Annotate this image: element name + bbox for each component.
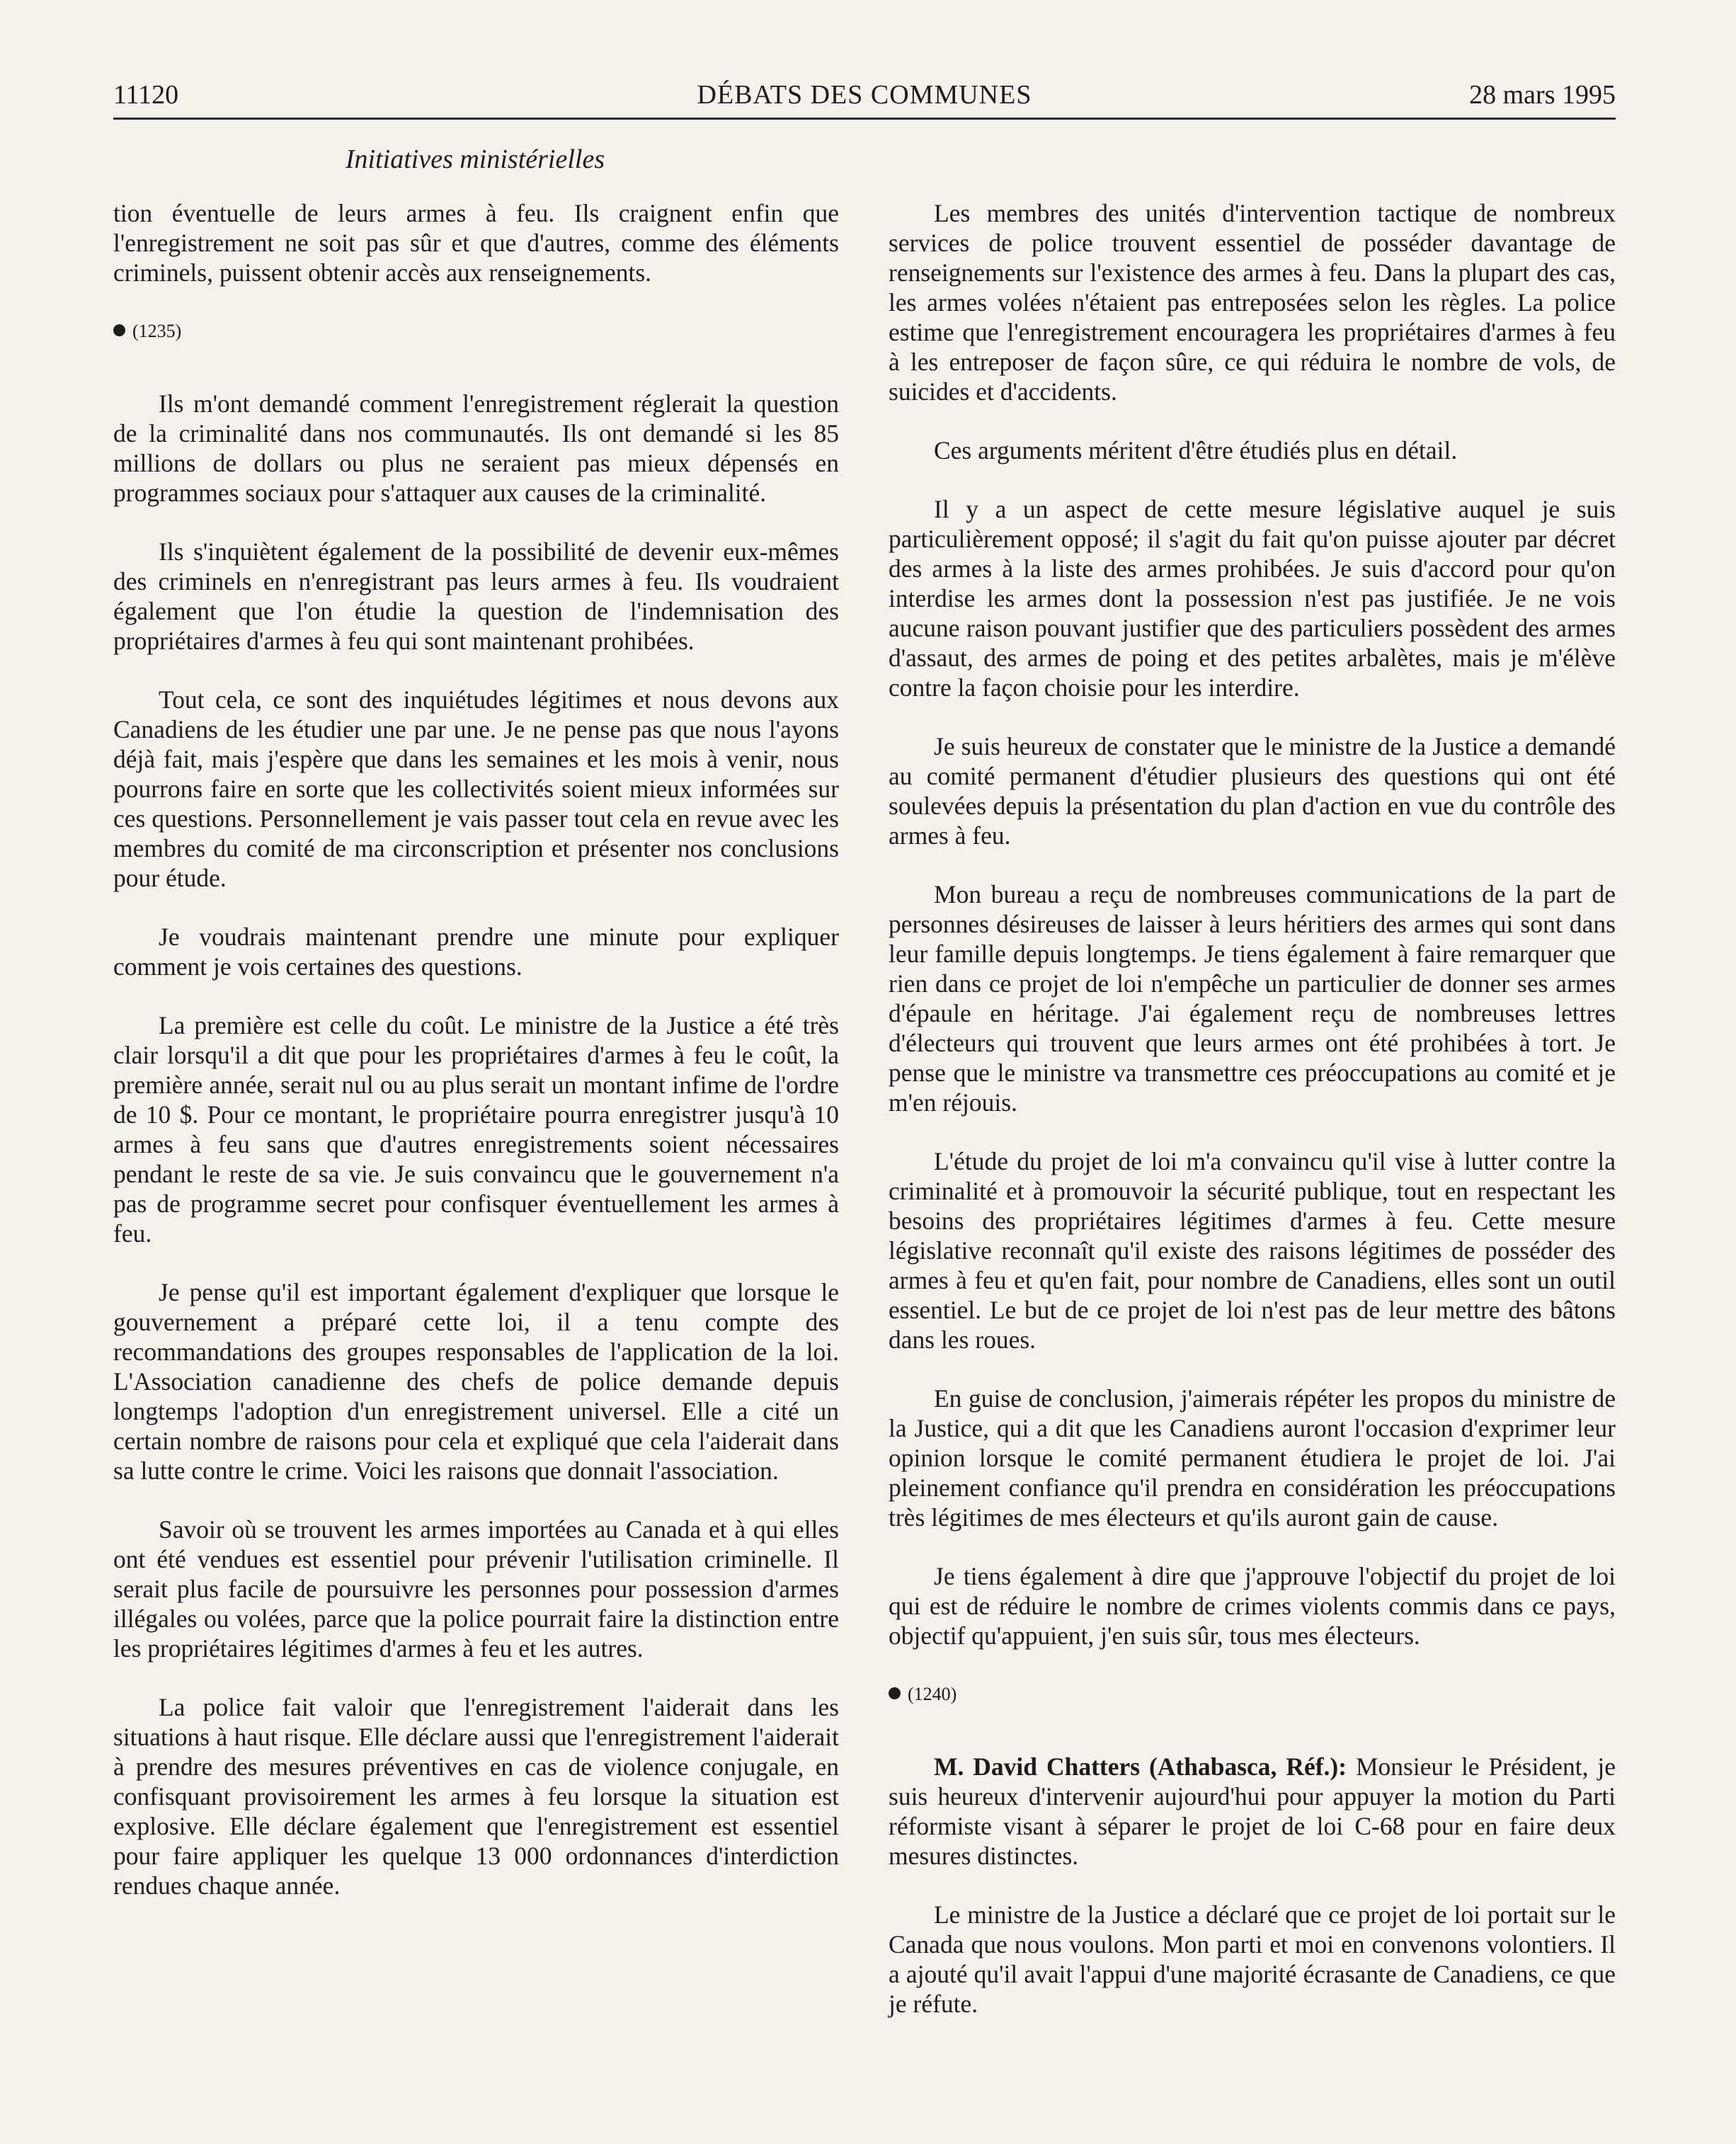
speech-text: Monsieur le Président, je suis heureux d'intervenir aujourd'hui pour appuyer la motion du Parti réformiste visant à séparer le projet de loi C-68 pour en faire deux mesures distinctes. — [889, 1752, 1616, 1870]
paragraph: Je pense qu'il est important également d'expliquer que lorsque le gouvernement a préparé cette loi, il a tenu compte des recommandations des groupes responsables de l'application de la loi. L'Association canadienne des chefs de police demande depuis longtemps l'adoption d'un enregistrement universel. Elle a cité un certain nombre de raisons pour cela et expliqué que cela l'aiderait dans sa lutte contre le crime. Voici les raisons que donnait l'association. — [113, 1278, 839, 1485]
right-column — [889, 198, 1616, 2048]
paragraph — [889, 1752, 1616, 1871]
page-date: 28 mars 1995 — [1469, 80, 1616, 110]
paragraph: Le ministre de la Justice a déclaré que ce projet de loi portait sur le Canada que nous voulons. Mon parti et moi en convenons volontiers. Il a ajouté qu'il avait l'appui d'une majorité écrasante de Canadiens, ce que je réfute. — [889, 1900, 1616, 2018]
bullet-icon — [113, 324, 125, 336]
paragraph: Ces arguments méritent d'être étudiés plus en détail. — [934, 436, 1458, 464]
time-marker — [113, 317, 839, 346]
paragraph: Les membres des unités d'intervention tactique de nombreux services de police trouvent essentiel de posséder davantage de renseignements sur l'existence des armes à feu. Dans la plupart des cas, les armes volées n'étaient pas entreposées selon les règles. La police estime que l'enregistrement encouragera les propriétaires d'armes à feu à les entreposer de façon sûre, ce qui réduira le nombre de vols, de suicides et d'accidents. — [889, 199, 1616, 406]
paragraph: Ils m'ont demandé comment l'enregistrement réglerait la question de la criminalité dans nos communautés. Ils ont demandé si les 85 millions de dollars ou plus ne seraient pas mieux dépensés en programmes sociaux pour s'attaquer aux causes de la criminalité. — [113, 389, 839, 507]
paragraph: Il y a un aspect de cette mesure législative auquel je suis particulièrement opposé; il s'agit du fait qu'on puisse ajouter par décret des armes à la liste des armes prohibées. Je suis d'accord pour qu'on interdise les armes dont la possession n'est pas justifiée. Je ne vois aucune raison pouvant justifier que des particuliers possèdent des armes d'assaut, des armes de poing et des petites arbalètes, mais je m'élève contre la façon choisie pour les interdire. — [889, 495, 1616, 702]
section-title: Initiatives ministérielles — [345, 144, 605, 174]
paragraph: Mon bureau a reçu de nombreuses communications de la part de personnes désireuses de laisser à leurs héritiers des armes qui sont dans leur famille depuis longtemps. Je tiens également à faire remarquer que rien dans ce projet de loi n'empêche un particulier de donner ses armes d'épaule en héritage. J'ai également reçu de nombreuses lettres d'électeurs qui trouvent que leurs armes ont été prohibées à tort. Je pense que le ministre va transmettre ces préoccupations au comité et je m'en réjouis. — [889, 880, 1616, 1117]
time-marker-label: (1240) — [908, 1684, 957, 1704]
publication-title: DÉBATS DES COMMUNES — [697, 80, 1032, 110]
paragraph: Je tiens également à dire que j'approuve l'objectif du projet de loi qui est de réduire le nombre de crimes violents commis dans ce pays, objectif qu'appuient, j'en suis sûr, tous mes électeurs. — [889, 1562, 1616, 1650]
header-rule — [113, 118, 1616, 120]
paragraph: En guise de conclusion, j'aimerais répéter les propos du ministre de la Justice, qui a dit que les Canadiens auront l'occasion d'exprimer leur opinion lorsque le comité permanent étudiera le projet de loi. J'ai pleinement confiance qu'il prendra en considération les préoccupations très légitimes de mes électeurs et qu'ils auront gain de cause. — [889, 1384, 1616, 1532]
paragraph: La police fait valoir que l'enregistrement l'aiderait dans les situations à haut risque. Elle déclare aussi que l'enregistrement l'aiderait à prendre des mesures préventives en cas de violence conjugale, en confisquant provisoirement les armes à feu lorsque la situation est explosive. Elle déclare également que l'enregistrement est essentiel pour faire appliquer les quelque 13 000 ordonnances d'interdiction rendues chaque année. — [113, 1693, 839, 1900]
page-header — [113, 74, 1616, 116]
time-marker-label: (1235) — [132, 321, 182, 341]
paragraph: Je suis heureux de constater que le ministre de la Justice a demandé au comité permanent d'étudier plusieurs des questions qui ont été soulevées depuis la présentation du plan d'action en vue du contrôle des armes à feu. — [889, 732, 1616, 850]
paragraph: Ils s'inquiètent également de la possibilité de devenir eux-mêmes des criminels en n'enregistrant pas leurs armes à feu. Ils voudraient également que l'on étudie la question de l'indemnisation des propriétaires d'armes à feu qui sont maintenant prohibées. — [113, 537, 839, 655]
left-column — [113, 198, 839, 1929]
speaker-name: M. David Chatters (Athabasca, Réf.): — [934, 1752, 1347, 1781]
time-marker — [889, 1680, 1616, 1709]
page-number: 11120 — [113, 80, 179, 110]
paragraph: Tout cela, ce sont des inquiétudes légitimes et nous devons aux Canadiens de les étudier une par une. Je ne pense pas que nous l'ayons déjà fait, mais j'espère que dans les semaines et les mois à venir, nous pourrons faire en sorte que les collectivités soient mieux informées sur ces questions. Personnellement je vais passer tout cela en revue avec les membres du comité de ma circonscription et présenter nos conclusions pour étude. — [113, 685, 839, 892]
bullet-icon — [889, 1687, 901, 1699]
paragraph: tion éventuelle de leurs armes à feu. Ils craignent enfin que l'enregistrement ne soit pas sûr et que d'autres, comme des éléments criminels, puissent obtenir accès aux renseignements. — [113, 199, 839, 287]
paragraph: La première est celle du coût. Le ministre de la Justice a été très clair lorsqu'il a dit que pour les propriétaires d'armes à feu le coût, la première année, serait nul ou au plus serait un montant infime de l'ordre de 10 $. Pour ce montant, le propriétaire pourra enregistrer jusqu'à 10 armes à feu sans que d'autres enregistrements soient nécessaires pendant le reste de sa vie. Je suis convaincu que le gouvernement n'a pas de programme secret pour confisquer éventuellement les armes à feu. — [113, 1011, 839, 1248]
paragraph: Je voudrais maintenant prendre une minute pour expliquer comment je vois certaines des questions. — [113, 923, 839, 981]
paragraph: Savoir où se trouvent les armes importées au Canada et à qui elles ont été vendues est essentiel pour prévenir l'utilisation criminelle. Il serait plus facile de poursuivre les personnes pour possession d'armes illégales ou volées, parce que la police pourrait faire la distinction entre les propriétaires légitimes d'armes à feu et les autres. — [113, 1515, 839, 1663]
paragraph: L'étude du projet de loi m'a convaincu qu'il vise à lutter contre la criminalité et à promouvoir la sécurité publique, tout en respectant les besoins des propriétaires légitimes d'armes à feu. Cette mesure législative reconnaît qu'il existe des raisons légitimes de posséder des armes à feu et qu'en fait, pour nombre de Canadiens, elles sont un outil essentiel. Le but de ce projet de loi n'est pas de leur mettre des bâtons dans les roues. — [889, 1147, 1616, 1354]
